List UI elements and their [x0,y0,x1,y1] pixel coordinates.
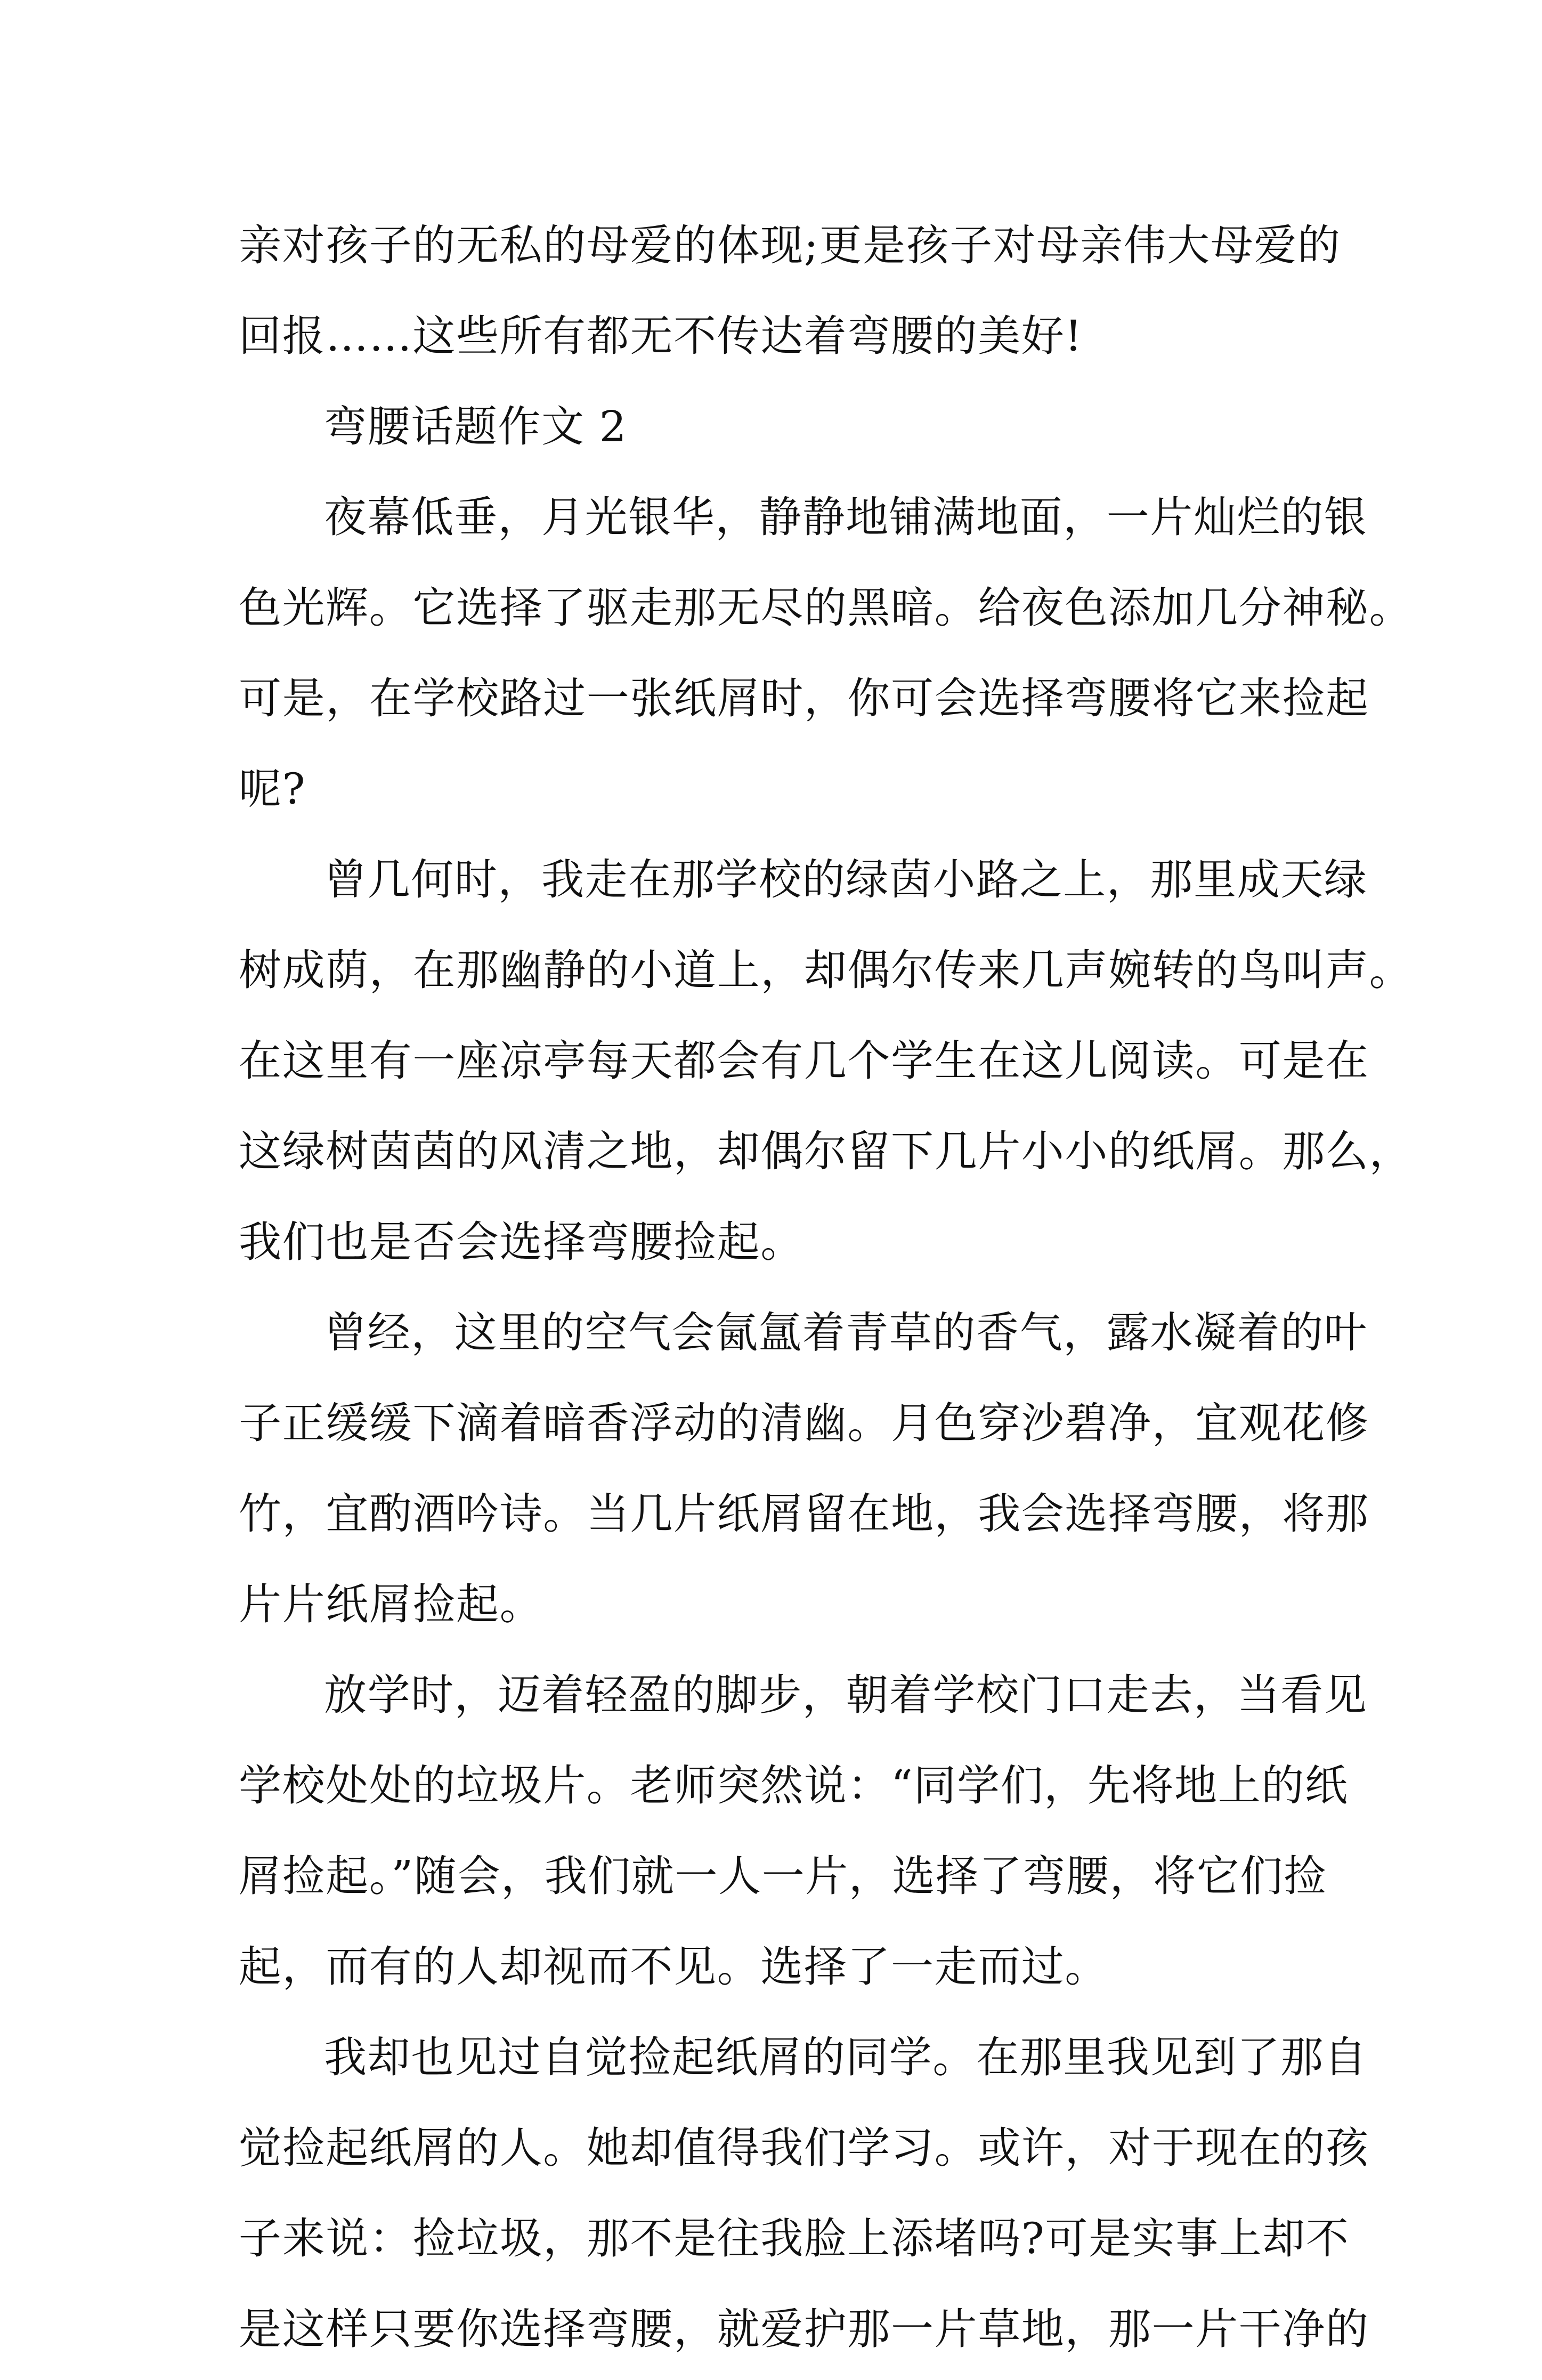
section-heading: 弯腰话题作文 2 [324,402,628,451]
text-line: 在这里有一座凉亭每天都会有几个学生在这儿阅读。可是在 [239,1036,1369,1086]
paragraph-first-line: 曾经，这里的空气会氤氲着青草的香气，露水凝着的叶 [324,1308,1368,1357]
text-line: 学校处处的垃圾片。老师突然说：“同学们，先将地上的纸 [239,1761,1349,1810]
text-line: 起，而有的人却视而不见。选择了一走而过。 [239,1942,1108,1992]
text-line: 屑捡起。”随会，我们就一人一片，选择了弯腰，将它们捡 [239,1851,1327,1901]
paragraph-first-line: 夜幕低垂，月光银华，静静地铺满地面，一片灿烂的银 [324,492,1368,542]
text-line: 亲对孩子的无私的母爱的体现;更是孩子对母亲伟大母爱的 [239,221,1341,270]
text-line: 子正缓缓下滴着暗香浮动的清幽。月色穿沙碧净，宜观花修 [239,1398,1369,1448]
text-line: 这绿树茵茵的风清之地，却偶尔留下几片小小的纸屑。那么， [239,1127,1413,1176]
text-line: 可是，在学校路过一张纸屑时，你可会选择弯腰将它来捡起 [239,674,1369,723]
text-line: 呢? [239,764,306,814]
paragraph-first-line: 我却也见过自觉捡起纸屑的同学。在那里我见到了那自 [324,2033,1368,2082]
document-body [239,206,1413,2380]
paragraph-first-line: 放学时，迈着轻盈的脚步，朝着学校门口走去，当看见 [324,1670,1368,1720]
text-line: 竹，宜酌酒吟诗。当几片纸屑留在地，我会选择弯腰，将那 [239,1489,1369,1539]
text-line: 树成荫，在那幽静的小道上，却偶尔传来几声婉转的鸟叫声。 [239,945,1413,995]
text-line: 片片纸屑捡起。 [239,1580,543,1629]
text-line: 我们也是否会选择弯腰捡起。 [239,1217,804,1267]
text-line: 是这样只要你选择弯腰，就爱护那一片草地，那一片干净的 [239,2304,1369,2354]
paragraph-first-line: 曾几何时，我走在那学校的绿茵小路之上，那里成天绿 [324,855,1368,904]
text-line: 色光辉。它选择了驱走那无尽的黑暗。给夜色添加几分神秘。 [239,583,1413,633]
text-line: 子来说：捡垃圾，那不是往我脸上添堵吗?可是实事上却不 [239,2214,1350,2263]
text-line: 觉捡起纸屑的人。她却值得我们学习。或许，对于现在的孩 [239,2123,1369,2173]
text-line: 回报……这些所有都无不传达着弯腰的美好! [239,311,1083,361]
